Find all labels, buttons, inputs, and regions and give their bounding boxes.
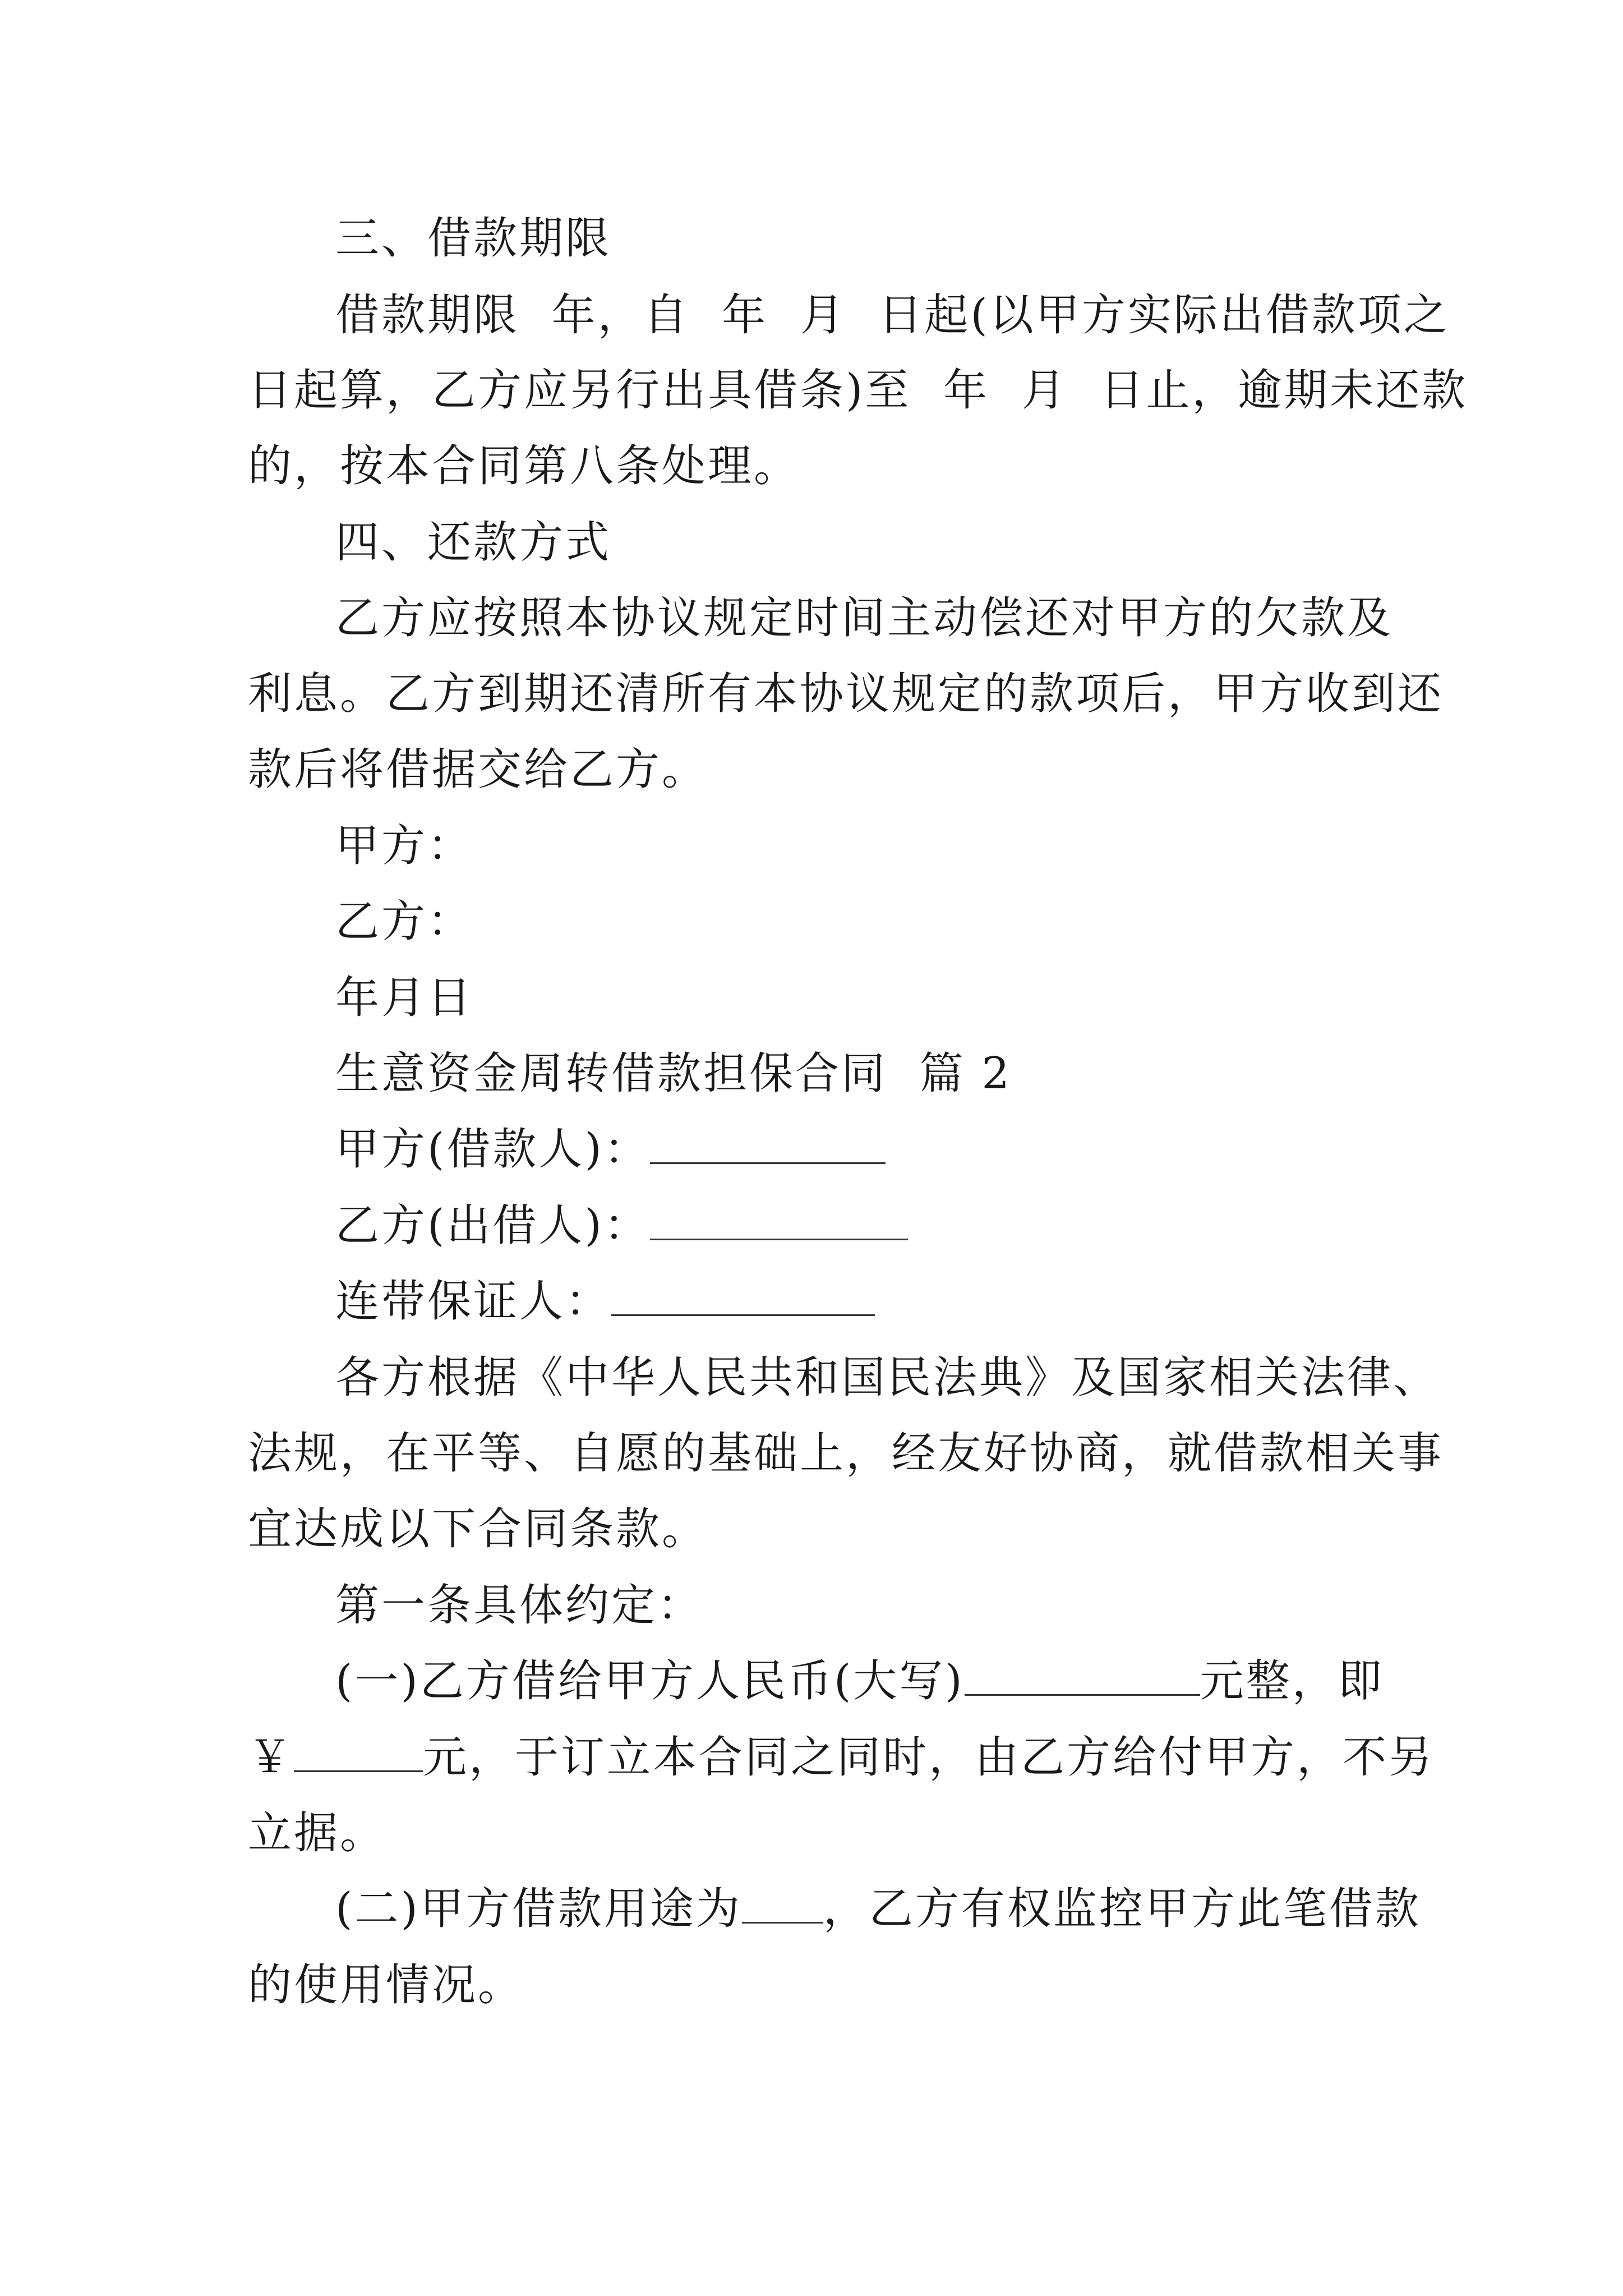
signature-party-a: 甲方： bbox=[335, 821, 474, 871]
paragraph-line: 日起算，乙方应另行出具借条)至 年 月 日止，逾期未还款 bbox=[248, 365, 1468, 416]
paragraph-line: 利息。乙方到期还清所有本协议规定的款项后，甲方收到还 bbox=[248, 669, 1444, 719]
paragraph-line: 的使用情况。 bbox=[248, 1960, 524, 2010]
amount-words-blank bbox=[965, 1659, 1200, 1696]
paragraph-line: 借款期限 年，自 年 月 日起(以甲方实际出借款项之 bbox=[335, 290, 1450, 341]
borrower-blank bbox=[650, 1128, 886, 1164]
lender-blank bbox=[650, 1204, 908, 1240]
paragraph-line: 立据。 bbox=[248, 1808, 386, 1858]
amount-figures-blank bbox=[294, 1736, 423, 1772]
paragraph-line: 乙方应按照本协议规定时间主动偿还对甲方的欠款及 bbox=[335, 593, 1394, 643]
section-heading-loan-term: 三、借款期限 bbox=[335, 213, 612, 264]
borrower-line bbox=[335, 1121, 886, 1177]
clause-2-prefix: (二)甲方借款用途为 bbox=[335, 1884, 742, 1934]
signature-date: 年月日 bbox=[335, 973, 474, 1023]
clause-2-line bbox=[335, 1881, 1421, 1937]
paragraph-line: 各方根据《中华人民共和国民法典》及国家相关法律、 bbox=[335, 1352, 1440, 1403]
guarantor-label: 连带保证人： bbox=[335, 1276, 612, 1327]
contract-title: 生意资金周转借款担保合同 篇 2 bbox=[335, 1048, 1012, 1099]
clause-1-line2-suffix: 元，于订立本合同之同时，由乙方给付甲方，不另 bbox=[423, 1732, 1435, 1783]
yen-sign: ￥ bbox=[248, 1732, 294, 1783]
lender-line bbox=[335, 1198, 908, 1254]
section-heading-repayment: 四、还款方式 bbox=[335, 517, 612, 568]
clause-1-line bbox=[248, 1729, 1435, 1786]
article-title: 第一条具体约定： bbox=[335, 1580, 704, 1631]
lender-label: 乙方(出借人)： bbox=[335, 1200, 650, 1251]
paragraph-line: 宜达成以下合同条款。 bbox=[248, 1504, 708, 1554]
paragraph-line: 款后将借据交给乙方。 bbox=[248, 744, 708, 795]
purpose-blank bbox=[742, 1887, 823, 1924]
guarantor-blank bbox=[611, 1280, 875, 1316]
clause-1-prefix: (一)乙方借给甲方人民币(大写) bbox=[335, 1656, 965, 1706]
clause-2-suffix: ，乙方有权监控甲方此笔借款 bbox=[823, 1884, 1421, 1934]
paragraph-line: 的，按本合同第八条处理。 bbox=[248, 441, 800, 491]
clause-1-line bbox=[335, 1653, 1384, 1709]
paragraph-line: 法规，在平等、自愿的基础上，经友好协商，就借款相关事 bbox=[248, 1428, 1444, 1479]
guarantor-line bbox=[335, 1273, 875, 1329]
signature-party-b: 乙方： bbox=[335, 896, 474, 947]
borrower-label: 甲方(借款人)： bbox=[335, 1124, 650, 1175]
clause-1-suffix: 元整，即 bbox=[1200, 1656, 1384, 1706]
